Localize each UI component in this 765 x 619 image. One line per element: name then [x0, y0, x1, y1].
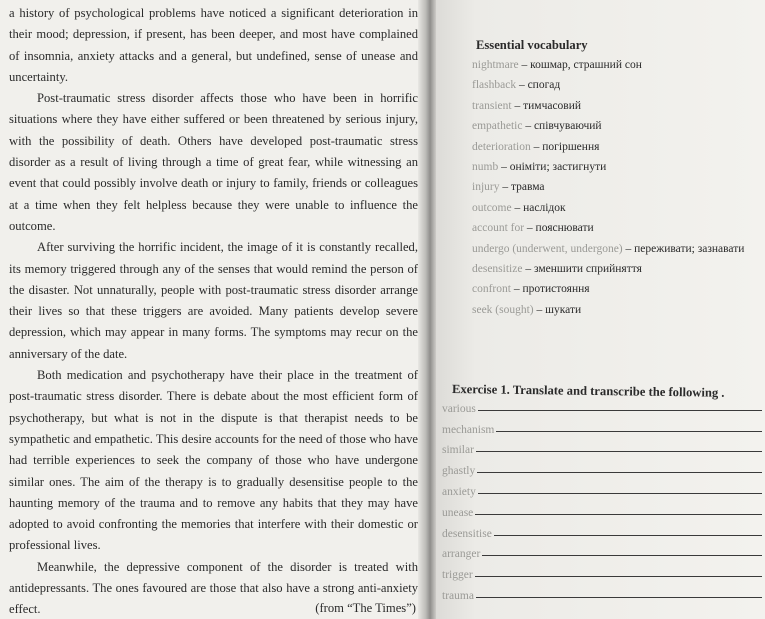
- vocab-item: [472, 218, 762, 238]
- vocab-translation: погіршення: [542, 140, 600, 153]
- exercise-word: unease: [442, 506, 474, 519]
- vocab-separator: –: [498, 161, 510, 174]
- vocab-separator: –: [511, 201, 524, 214]
- article-source: (from “The Times”): [315, 601, 416, 615]
- vocab-item: [472, 96, 762, 116]
- answer-line: [478, 493, 762, 494]
- paragraph-1: a history of psychological problems have noticed a significant deterioration in their mood; depression, if present, has been deeper, and most have complained of insomnia, anxiety attacks and a general, but undefined, sense of unease and uncertainty.: [9, 6, 418, 84]
- answer-line: [477, 472, 762, 473]
- exercise-word: arranger: [442, 548, 481, 561]
- vocab-english: seek (sought): [472, 303, 534, 316]
- vocab-english: confront: [472, 283, 511, 296]
- vocab-item: [472, 137, 762, 157]
- vocab-item: [472, 198, 762, 218]
- exercise-row: [442, 456, 762, 477]
- vocab-item: [472, 239, 762, 259]
- vocab-item: [472, 116, 762, 136]
- exercise-word: desensitise: [442, 527, 492, 540]
- exercise-row: [442, 394, 762, 415]
- answer-line: [496, 431, 762, 432]
- vocab-item: [472, 259, 762, 279]
- vocab-english: numb: [472, 161, 499, 174]
- exercise-word: mechanism: [442, 423, 495, 436]
- exercise-word: trauma: [442, 589, 474, 602]
- exercise-word: ghastly: [442, 465, 476, 478]
- paragraph-3: After surviving the horrific incident, the image of it is constantly recalled, its memory triggered through any of the senses that would remind the person of the disaster. Not unnaturally, people with post-traumatic stress disorder arrange their lives so that these triggers are avoided. Many patients develop severe depression, which may appear in many forms. The symptoms may recur on the anniversary of the date.: [9, 240, 418, 361]
- vocab-english: desensitize: [472, 263, 523, 276]
- vocab-separator: –: [533, 303, 546, 316]
- vocab-translation: переживати; зазнавати: [634, 242, 745, 255]
- vocab-separator: –: [524, 222, 536, 235]
- vocab-separator: –: [511, 99, 524, 112]
- vocab-english: nightmare: [472, 59, 519, 71]
- exercise-row: [442, 498, 762, 519]
- vocab-english: outcome: [472, 201, 512, 214]
- vocab-english: injury: [472, 181, 500, 194]
- vocab-item: [472, 279, 762, 299]
- vocab-item: [472, 157, 762, 177]
- vocab-separator: –: [522, 263, 534, 276]
- exercise-word: various: [442, 402, 476, 415]
- vocab-english: undergo (underwent, undergone): [472, 242, 623, 255]
- exercise-row: [442, 519, 762, 540]
- paragraph-5: Meanwhile, the depressive component of the disorder is treated with antidepressants. The ones favoured are those that also have a strong anti-anxiety effect.: [9, 559, 418, 617]
- exercise-row: [442, 560, 762, 581]
- answer-line: [476, 597, 762, 598]
- answer-line: [476, 451, 762, 452]
- vocab-translation: пояснювати: [535, 222, 594, 235]
- answer-line: [482, 555, 762, 556]
- paragraph-4: Both medication and psychotherapy have their place in the treatment of post-traumatic stress disorder. There is debate about the most efficient form of psychotherapy, but what is not in the dispute is that therapist needs to be sympathetic and empathetic. This desire accounts for the need of those who have had terrible experiences to seek the company of those who have undergone similar ones. The aim of the therapy is to gradually desensitise people to the haunting memory of the trauma and to remove any habits that they may have adopted to avoid confronting the memories that interfere with their domestic or professional lives.: [9, 368, 418, 553]
- vocab-separator: –: [499, 181, 511, 194]
- exercise-word: trigger: [442, 569, 473, 582]
- answer-line: [475, 576, 762, 577]
- vocab-translation: зменшити сприйняття: [533, 263, 642, 276]
- vocab-item: [472, 300, 762, 320]
- answer-line: [478, 410, 762, 411]
- vocab-separator: –: [518, 59, 531, 71]
- answer-line: [475, 514, 762, 515]
- vocabulary-list: [472, 55, 762, 320]
- vocab-separator: –: [510, 283, 523, 296]
- vocab-english: transient: [472, 99, 512, 112]
- exercise-heading: Exercise 1. Translate and transcribe the following .: [451, 382, 725, 400]
- vocab-separator: –: [516, 79, 528, 92]
- exercise-word: anxiety: [442, 485, 476, 498]
- vocabulary-heading: Essential vocabulary: [476, 38, 588, 52]
- vocab-english: account for: [472, 222, 525, 235]
- right-page: [436, 0, 765, 619]
- exercise-row: [442, 415, 762, 436]
- vocab-translation: тимчасовий: [523, 99, 582, 112]
- vocab-english: flashback: [472, 79, 517, 92]
- vocab-translation: шукати: [545, 303, 582, 316]
- vocab-translation: спогад: [527, 79, 561, 92]
- exercise-row: [442, 540, 762, 561]
- vocab-english: deterioration: [472, 140, 531, 153]
- answer-line: [494, 535, 762, 536]
- vocab-separator: –: [522, 120, 534, 133]
- exercise-row: [442, 436, 762, 457]
- vocab-translation: травма: [510, 181, 545, 194]
- vocab-item: [472, 55, 762, 75]
- exercise-list: [442, 394, 762, 602]
- exercise-word: similar: [442, 444, 474, 457]
- vocab-separator: –: [622, 242, 635, 255]
- exercise-row: [442, 581, 762, 602]
- vocab-item: [472, 177, 762, 197]
- vocab-english: empathetic: [472, 120, 523, 133]
- vocab-translation: наслідок: [523, 201, 566, 214]
- vocab-translation: кошмар, страшний сон: [530, 59, 642, 71]
- exercise-row: [442, 477, 762, 498]
- vocab-item: [472, 75, 762, 95]
- vocab-translation: співчуваючий: [533, 120, 602, 133]
- vocab-translation: протистояння: [522, 283, 590, 296]
- article-text: [9, 3, 418, 619]
- paragraph-2: Post-traumatic stress disorder affects those who have been in horrific situations where they have either suffered or been threatened by serious injury, with the possibility of death. Others have developed post-traumatic stress disorder as a result of living through a time of great fear, while witnessing an event that could possibly involve death or injury to family, friends or colleagues at a time when they felt helpless because they were unable to influence the outcome.: [9, 91, 418, 233]
- vocab-translation: оніміти; застигнути: [509, 161, 607, 174]
- vocab-separator: –: [530, 140, 543, 153]
